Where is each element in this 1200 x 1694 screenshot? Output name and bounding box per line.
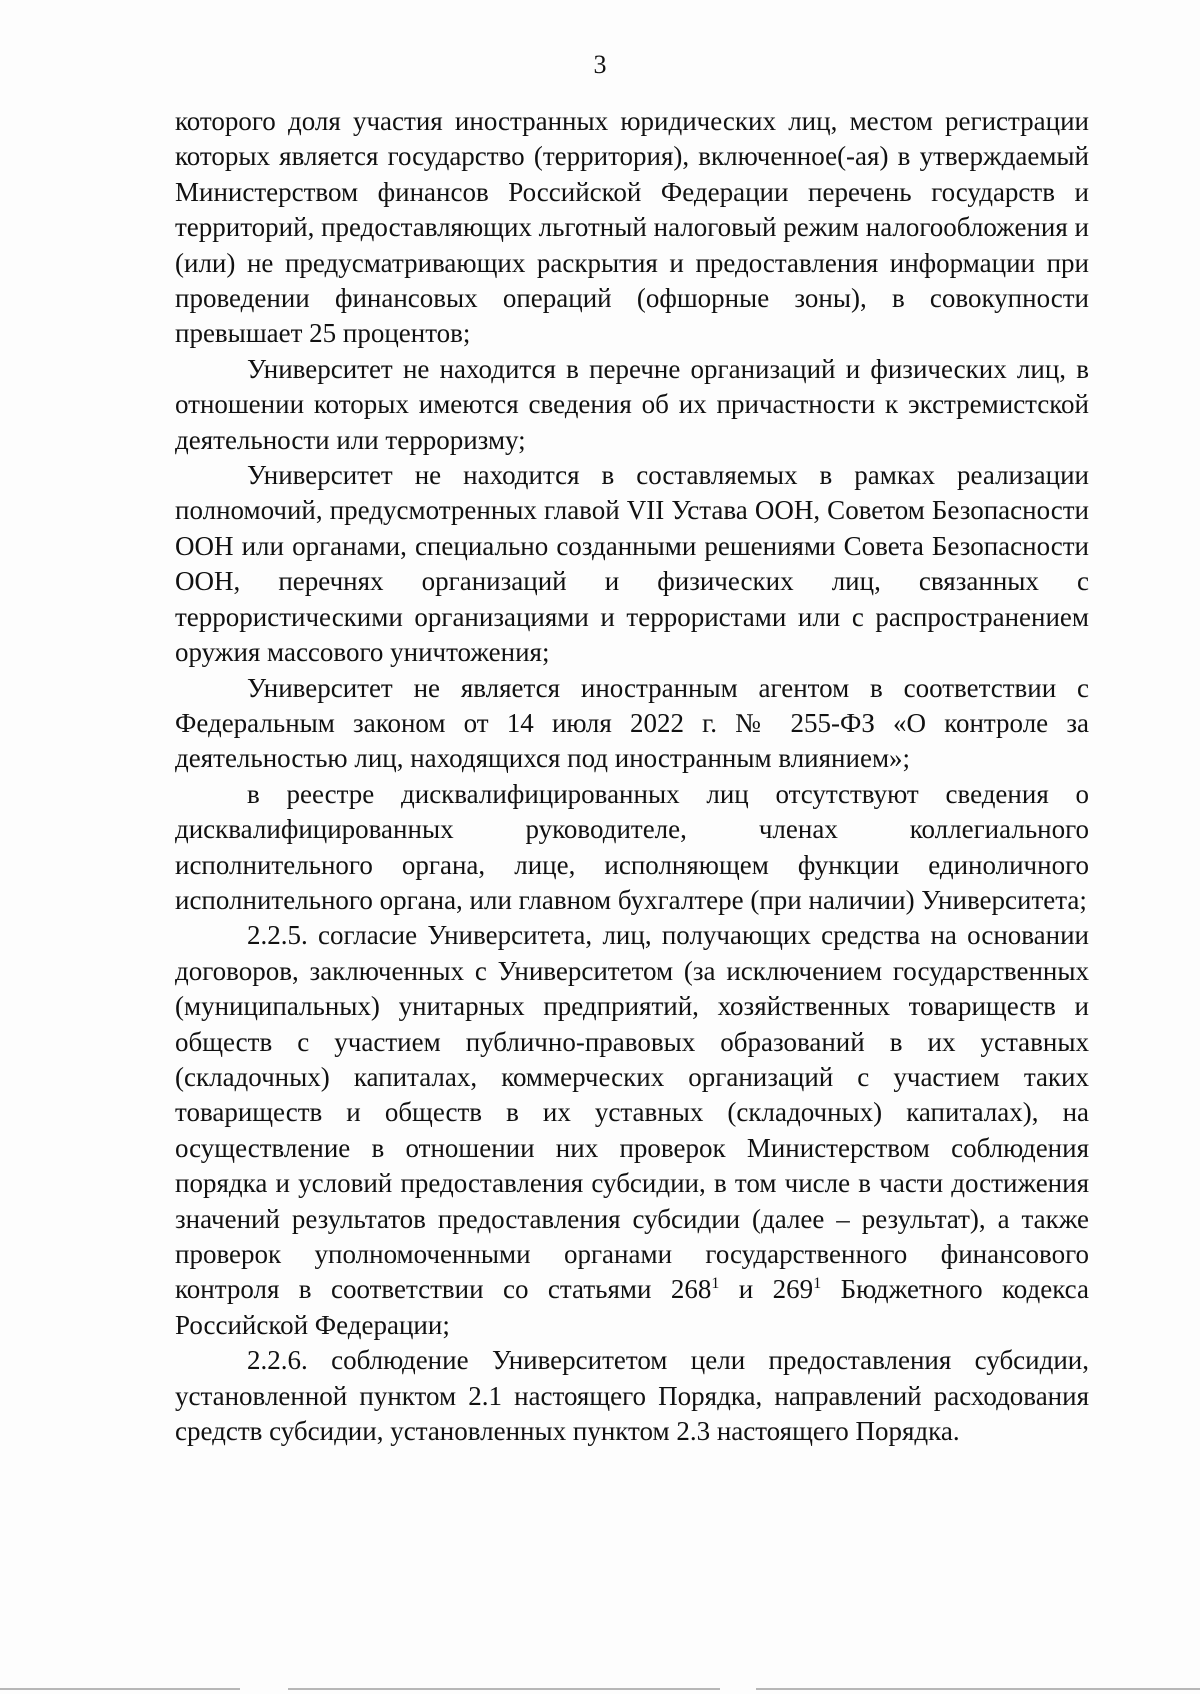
paragraph-2-2-5-text-mid: и 269 — [719, 1274, 814, 1305]
scan-edge-line — [0, 1688, 1200, 1690]
paragraph-disqualified-persons-registry: в реестре дисквалифицированных лиц отсутствуют сведения о дисквалифицированных руководителе, членах коллегиального исполнительного органа, лице, исполняющем функции единоличного исполнительного органа, или главном бухгалтере (при наличии) Университета; — [175, 778, 1089, 915]
paragraph-2-2-5-text-end: Бюджетного кодекса Российской Федерации; — [175, 1274, 1089, 1340]
paragraph-2-2-6-compliance: 2.2.6. соблюдение Университетом цели предоставления субсидии, установленной пунктом 2.1 настоящего Порядка, направлений расходования средств субсидии, установленных пунктом 2.3 настоящего Порядка. — [175, 1345, 1089, 1447]
paragraph-2-2-5-text: 2.2.5. согласие Университета, лиц, получающих средства на основании договоров, заключенных с Университетом (за исключением государственных (муниципальных) унитарных предприятий, хозяйственных товариществ и обществ с участием публично-правовых образований в их уставных (складочных) капиталах, коммерческих организаций с участием таких товариществ и обществ в их уставных (складочных) капиталах), на осуществление в отношении них проверок Министерством соблюдения порядка и условий предоставления субсидии, в том числе в части достижения значений результатов предоставления субсидии (далее – результат), а также проверок уполномоченными органами государственного финансового контроля в соответствии со статьями 268 — [175, 920, 1089, 1305]
paragraph-foreign-agent: Университет не является иностранным агентом в соответствии с Федеральным законом от 14 июля 2022 г. № 255-ФЗ «О контроле за деятельностью лиц, находящихся под иностранным влиянием»; — [175, 672, 1089, 774]
paragraph-offshore-share: которого доля участия иностранных юридических лиц, местом регистрации которых является государство (территория), включенное(-ая) в утверждаемый Министерством финансов Российской Федерации перечень государств и территорий, предоставляющих льготный налоговый режим налогообложения и (или) не предусматривающих раскрытия и предоставления информации при проведении финансовых операций (офшорные зоны), в совокупности превышает 25 процентов; — [175, 106, 1089, 349]
document-body — [175, 104, 1089, 1449]
paragraph-2-2-5-consent — [175, 918, 1089, 1343]
paragraph-extremism-list: Университет не находится в перечне организаций и физических лиц, в отношении которых имеются сведения об их причастности к экстремистской деятельности или терроризму; — [175, 353, 1089, 455]
page-number: 3 — [593, 50, 607, 79]
superscript-1: 1 — [813, 1275, 822, 1293]
paragraph-un-security-council-list: Университет не находится в составляемых в рамках реализации полномочий, предусмотренных главой VII Устава ООН, Советом Безопасности ООН или органами, специально созданными решениями Совета Безопасности ООН, перечнях организаций и физических лиц, связанных с террористическими организациями и террористами или с распространением оружия массового уничтожения; — [175, 460, 1089, 668]
superscript-1: 1 — [711, 1275, 720, 1293]
